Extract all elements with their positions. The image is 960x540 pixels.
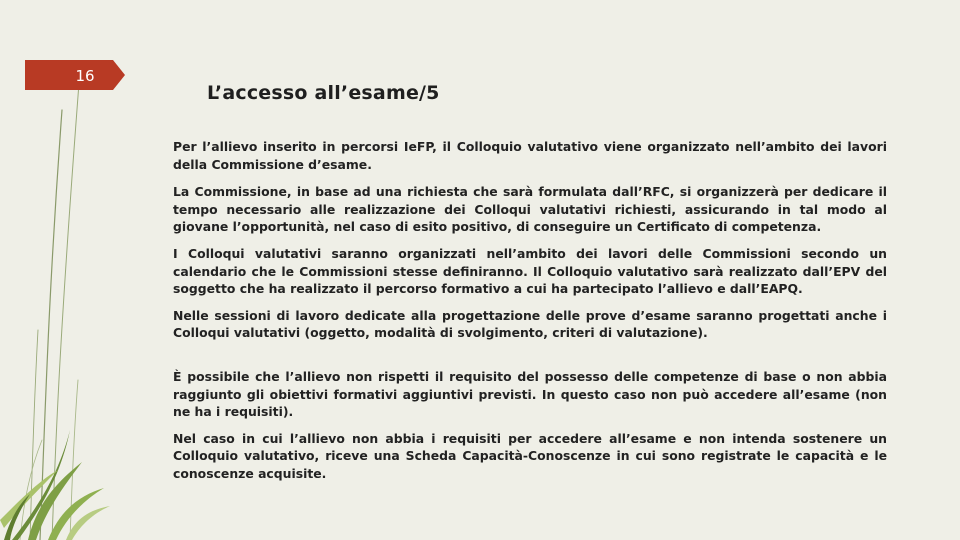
paragraph: Nelle sessioni di lavoro dedicate alla progettazione delle prove d’esame saranno progettati anche i Colloqui valutativi (oggetto, modalità di svolgimento, criteri di valutazione). — [173, 307, 887, 341]
slide-title: L’accesso all’esame/5 — [207, 82, 440, 104]
paragraph: Per l’allievo inserito in percorsi IeFP, il Colloquio valutativo viene organizzato nell’ambito dei lavori della Commissione d’esame. — [173, 139, 887, 172]
slide-body — [173, 138, 887, 483]
paragraph: Nel caso in cui l’allievo non abbia i requisiti per accedere all’esame e non intenda sostenere un Colloquio valutativo, riceve una Scheda Capacità-Conoscenze in cui sono registrate le capacità e le conoscenze acquisite. — [173, 430, 887, 481]
paragraph: La Commissione, in base ad una richiesta che sarà formulata dall’RFC, si organizzerà per dedicare il tempo necessario alle realizzazione dei Colloqui valutativi richiesti, assicurando in tal modo al giovane l’opportunità, nel caso di esito positivo, di conseguire un Certificato di competenza. — [173, 184, 887, 235]
paragraph: I Colloqui valutativi saranno organizzati nell’ambito dei lavori delle Commissioni secondo un calendario che le Commissioni stesse definiranno. Il Colloquio valutativo sarà realizzato dall’EPV del soggetto che ha realizzato il percorso formativo a cui ha partecipato l’allievo e dall’EAPQ. — [173, 245, 887, 297]
paragraph: È possibile che l’allievo non rispetti il requisito del possesso delle competenze di base o non abbia raggiunto gli obiettivi formativi aggiuntivi previsti. In questo caso non può accedere all’esame (non ne ha i requisiti). — [173, 368, 887, 420]
slide-number: 16 — [75, 67, 95, 85]
